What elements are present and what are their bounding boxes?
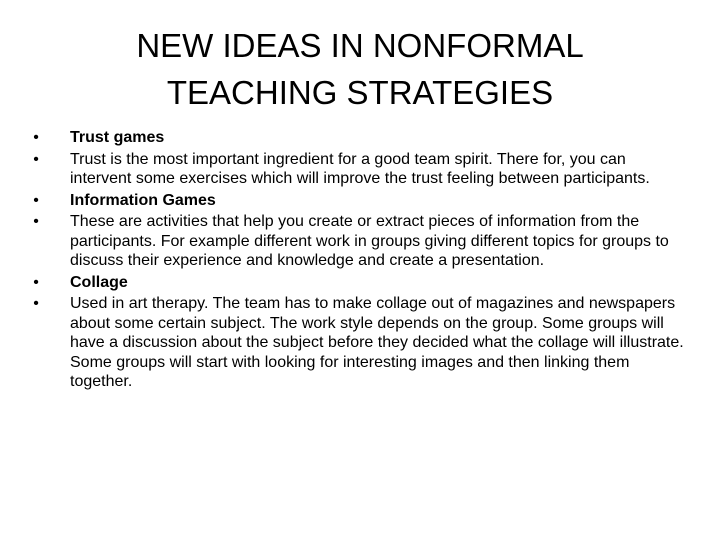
slide-title-line-1: NEW IDEAS IN NONFORMAL — [136, 27, 584, 64]
bullet-icon: • — [33, 191, 39, 209]
bullet-item-trust-description — [30, 150, 690, 189]
bullet-text: Used in art therapy. The team has to make collage out of magazines and newspapers about some certain subject. The work style depends on the group. Some groups will have a discussion about the subject before they decided what the collage will illustrate. Some groups will start with looking for interesting images and then linking them together. — [70, 295, 684, 390]
bullet-item-collage-description — [30, 294, 690, 392]
bullet-text: Collage — [70, 273, 128, 291]
bullet-icon: • — [33, 150, 39, 168]
slide-title-line-2: TEACHING STRATEGIES — [166, 74, 554, 111]
bullet-text: These are activities that help you create or extract pieces of information from the participants. For example different work in groups giving different topics for groups to discuss their experience and knowledge and create a presentation. — [70, 213, 669, 269]
bullet-icon: • — [33, 213, 39, 230]
bullet-text: Information Games — [70, 191, 216, 209]
bullet-item-information-games — [30, 191, 690, 211]
bullet-item-information-description — [30, 212, 690, 271]
bullet-item-collage — [30, 273, 690, 293]
slide-title — [60, 22, 660, 116]
bullet-text: Trust is the most important ingredient for a good team spirit. There for, you can intervent some exercises which will improve the trust feeling between participants. — [70, 150, 650, 187]
bullet-icon: • — [33, 273, 39, 291]
bullet-icon: • — [33, 295, 39, 312]
bullet-list — [30, 128, 690, 394]
bullet-icon: • — [33, 129, 39, 146]
bullet-text: Trust games — [70, 129, 165, 146]
bullet-item-trust-games — [30, 128, 690, 148]
